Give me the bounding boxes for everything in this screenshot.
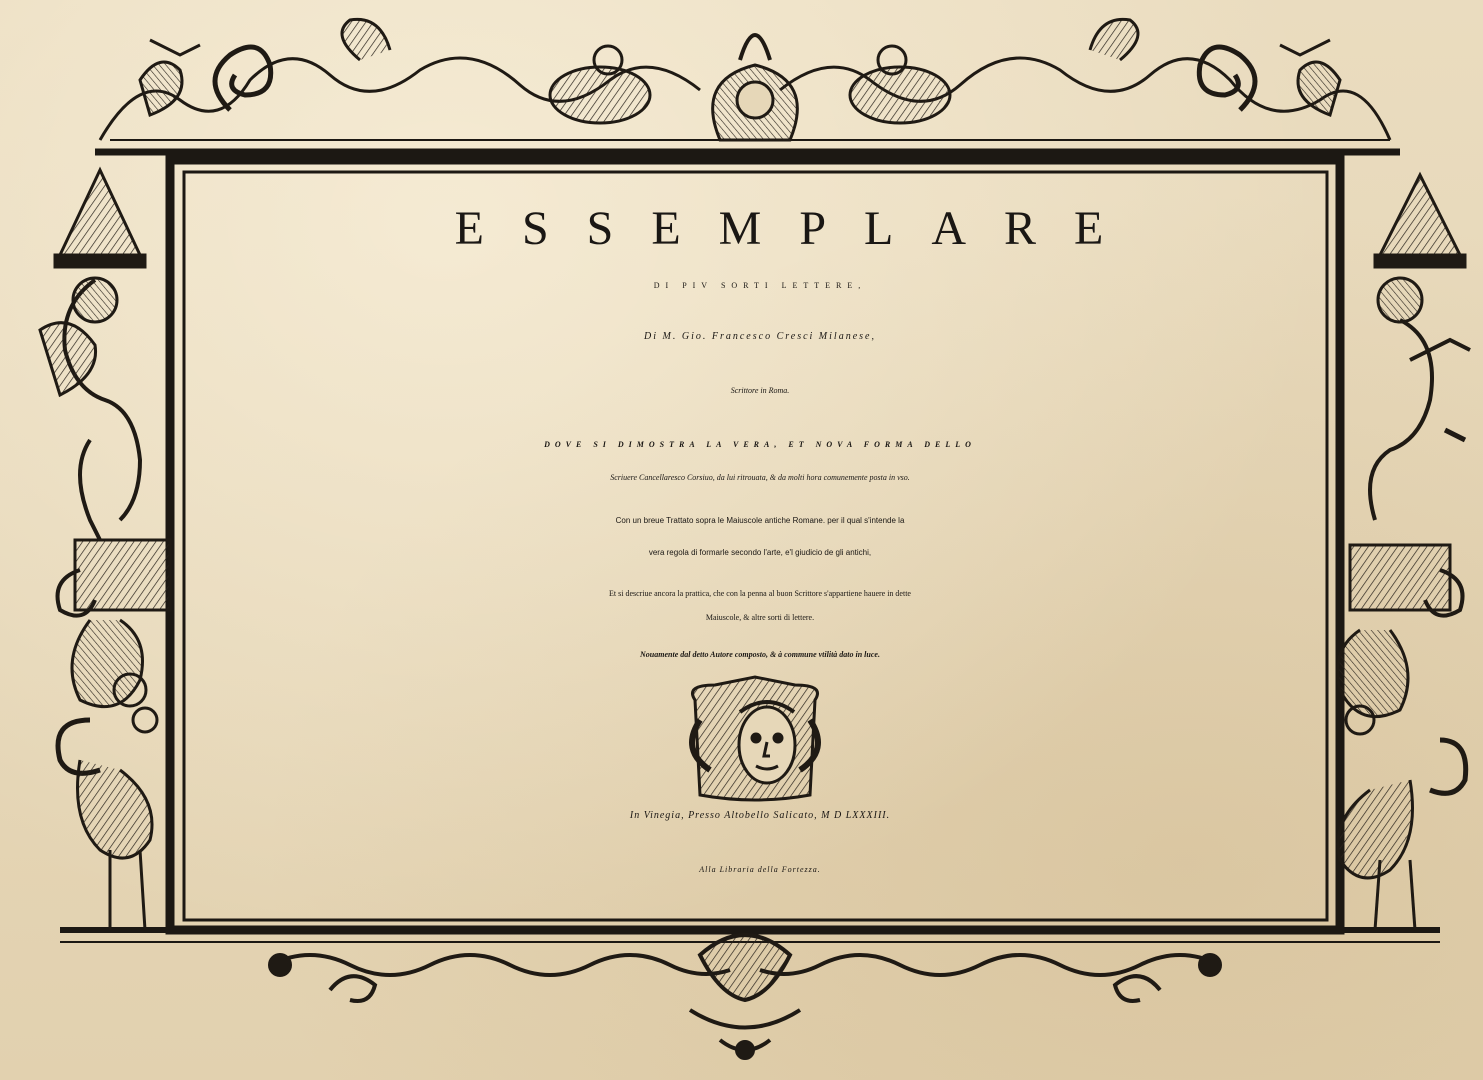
bookshop-line: Alla Libraria della Fortezza. [699,865,821,874]
left-pillar-icon [40,170,170,930]
imprint-line: In Vinegia, Presso Altobello Salicato, M D LXXXIII. [629,810,891,821]
bottom-scrollwork-icon [270,935,1220,1058]
top-frieze-icon [100,19,1390,140]
new-edition-line: Nouamente dal detto Autore composto, & à commune vtilità dato in luce. [640,650,880,659]
treatise-line-1: Con un breue Trattato sopra le Maiuscole antiche Romane. per il qual s'intende la [615,516,905,525]
practice-line-1: Et si descriue ancora la prattica, che con la penna al buon Scrittore s'appartiene hauere in dette [609,589,911,598]
description-caps: DOVE SI DIMOSTRA LA VERA, ET NOVA FORMA DELLO [544,440,976,449]
author-line: Di M. Gio. Francesco Cresci Milanese, [644,331,876,342]
right-pillar-icon [1338,175,1471,930]
author-role: Scrittore in Roma. [730,386,790,395]
title-panel [190,172,1330,917]
practice-line-2: Maiuscole, & altre sorti di lettere. [705,613,815,622]
subtitle: DI PIV SORTI LETTERE, [653,281,867,290]
description-italic: Scriuere Cancellaresco Corsiuo, da lui ritrouata, & da molti hora comunemente posta in vso. [610,473,910,482]
main-title: ESSEMPLARE [454,202,1142,255]
treatise-line-2: vera regola di formarle secondo l'arte, e'l giudicio de gli antichi, [648,548,872,557]
